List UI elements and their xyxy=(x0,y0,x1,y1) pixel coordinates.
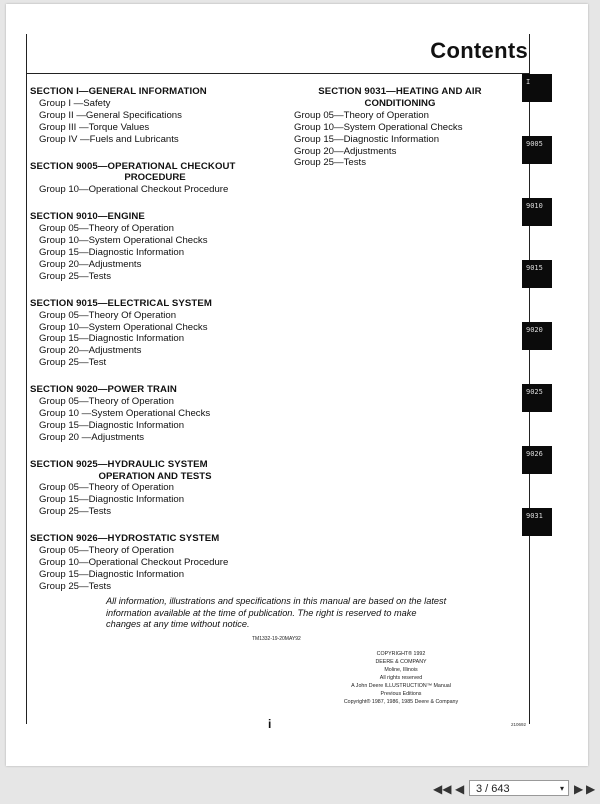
section-block xyxy=(30,384,280,444)
section-subheading: CONDITIONING xyxy=(364,97,436,109)
section-heading: SECTION I—GENERAL INFORMATION xyxy=(30,86,207,97)
section-tab-9020[interactable]: 9020 xyxy=(522,322,552,350)
group-item: Group 25—Tests xyxy=(39,506,111,518)
group-item: Group 10 —System Operational Checks xyxy=(39,407,211,419)
group-item: Group 20—Adjustments xyxy=(39,345,142,357)
section-heading: SECTION 9020—POWER TRAIN xyxy=(30,384,177,396)
copyright-line: All rights reserved xyxy=(379,675,423,681)
group-item: Group 10—System Operational Checks xyxy=(294,121,463,133)
group-item: Group 05—Theory Of Operation xyxy=(39,309,177,321)
page-indicator[interactable] xyxy=(469,780,569,796)
section-heading: SECTION 9015—ELECTRICAL SYSTEM xyxy=(30,297,212,309)
group-item: Group 25—Tests xyxy=(39,270,111,282)
group-item: Group 25—Test xyxy=(39,357,107,369)
section-heading: SECTION 9025—HYDRAULIC SYSTEM xyxy=(30,458,208,470)
contents-left-column xyxy=(30,86,280,608)
first-page-icon[interactable]: ◀◀ xyxy=(433,782,452,796)
group-item: Group 15—Diagnostic Information xyxy=(294,133,440,145)
section-tab-9015[interactable]: 9015 xyxy=(522,260,552,288)
group-item: Group II —General Specifications xyxy=(39,109,182,121)
next-page-icon[interactable]: ▶ xyxy=(574,782,584,796)
section-block xyxy=(30,86,280,146)
group-item: Group 05—Theory of Operation xyxy=(39,482,174,494)
copyright-line: A John Deere ILLUSTRUCTION™ Manual xyxy=(351,683,451,689)
section-block xyxy=(30,298,280,369)
group-item: Group 10—Operational Checkout Procedure xyxy=(39,557,229,568)
group-item: Group 10—Operational Checkout Procedure xyxy=(39,184,229,196)
contents-right-column xyxy=(285,86,515,184)
viewer-toolbar xyxy=(0,772,600,804)
section-heading: SECTION 9005—OPERATIONAL CHECKOUT xyxy=(30,160,236,172)
page-indicator-text: 3 / 643 xyxy=(476,783,510,795)
section-tab-i[interactable]: I xyxy=(522,74,552,102)
group-item: Group I —Safety xyxy=(39,97,111,109)
disclaimer-notice: All information, illustrations and specifications in this manual are based on the latest information available at the time of publication. The right is reserved to make changes at any time without notice. xyxy=(106,596,447,629)
section-tab-9031[interactable]: 9031 xyxy=(522,508,552,536)
copyright-line: Previous Editions xyxy=(380,691,422,697)
document-number: TM1332-19-20MAY92 xyxy=(252,636,301,642)
page-code: 210692 xyxy=(511,722,527,727)
prev-page-icon[interactable]: ◀ xyxy=(455,782,465,796)
group-item: Group 10—System Operational Checks xyxy=(39,321,208,333)
group-item: Group 20—Adjustments xyxy=(294,145,397,157)
document-page xyxy=(6,4,588,766)
section-block xyxy=(30,161,280,197)
group-item: Group 20 —Adjustments xyxy=(39,431,145,443)
group-item: Group IV —Fuels and Lubricants xyxy=(39,133,179,145)
group-item: Group 15—Diagnostic Information xyxy=(39,246,185,258)
section-block xyxy=(30,533,280,593)
group-item: Group 10—System Operational Checks xyxy=(39,235,208,247)
chevron-down-icon: ▾ xyxy=(559,784,564,793)
last-page-icon[interactable]: ▶ xyxy=(586,782,596,796)
group-item: Group 20—Adjustments xyxy=(39,258,142,270)
section-subheading: OPERATION AND TESTS xyxy=(98,470,212,482)
page-title: Contents xyxy=(430,38,528,63)
section-tab-9005[interactable]: 9005 xyxy=(522,136,552,164)
section-subheading: PROCEDURE xyxy=(124,172,186,184)
section-9031 xyxy=(285,86,515,169)
section-block xyxy=(30,459,280,519)
copyright-line: COPYRIGHT® 1992 xyxy=(376,651,426,657)
group-item: Group 25—Tests xyxy=(39,580,111,592)
group-item: Group 05—Theory of Operation xyxy=(39,545,174,557)
group-item: Group 05—Theory of Operation xyxy=(39,223,174,235)
copyright-block xyxy=(331,650,471,706)
section-heading: SECTION 9026—HYDROSTATIC SYSTEM xyxy=(30,533,220,545)
group-item: Group 15—Diagnostic Information xyxy=(39,494,185,506)
group-item: Group 05—Theory of Operation xyxy=(294,109,429,121)
section-tab-9025[interactable]: 9025 xyxy=(522,384,552,412)
group-item: Group III —Torque Values xyxy=(39,121,150,133)
copyright-line: DEERE & COMPANY xyxy=(375,659,427,665)
group-item: Group 15—Diagnostic Information xyxy=(39,333,185,345)
page-number: i xyxy=(268,717,272,731)
section-heading: SECTION 9010—ENGINE xyxy=(30,211,145,223)
copyright-line: Moline, Illinois xyxy=(384,667,418,673)
group-item: Group 15—Diagnostic Information xyxy=(39,568,185,580)
section-tab-9026[interactable]: 9026 xyxy=(522,446,552,474)
section-tab-9010[interactable]: 9010 xyxy=(522,198,552,226)
group-item: Group 25—Tests xyxy=(294,157,366,169)
section-block xyxy=(30,211,280,282)
group-item: Group 15—Diagnostic Information xyxy=(39,419,185,431)
section-heading: SECTION 9031—HEATING AND AIR xyxy=(318,86,482,97)
copyright-line: Copyright® 1987, 1986, 1985 Deere & Company xyxy=(343,699,459,705)
group-item: Group 05—Theory of Operation xyxy=(39,396,174,408)
